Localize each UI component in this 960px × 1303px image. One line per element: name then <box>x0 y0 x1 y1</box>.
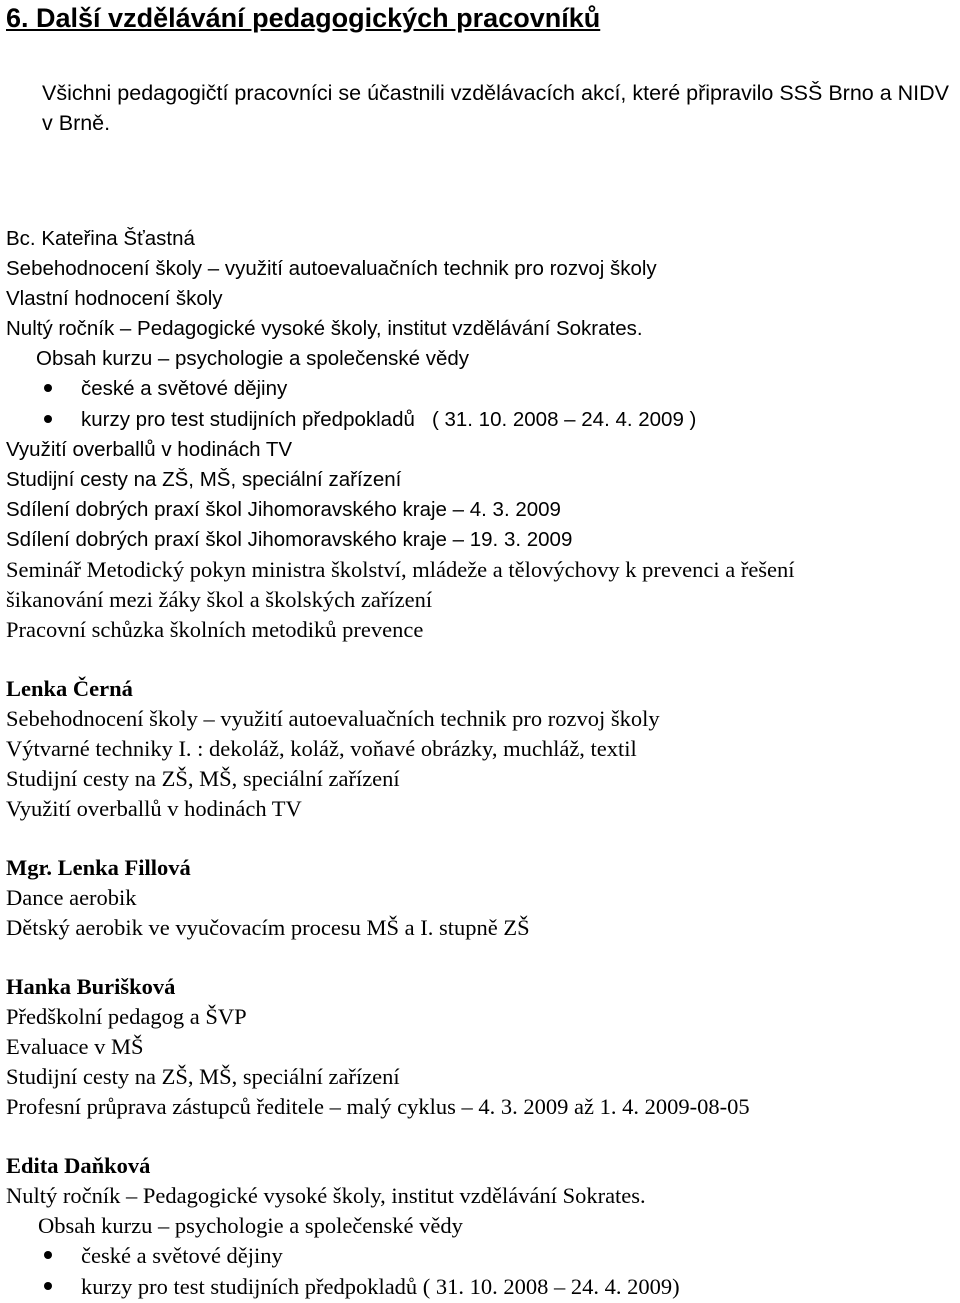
course-item: Pracovní schůzka školních metodiků prevence <box>6 617 424 642</box>
course-item: Využití overballů v hodinách TV <box>6 438 293 461</box>
course-item: Dětský aerobik ve vyučovacím procesu MŠ a I. stupně ZŠ <box>6 915 530 940</box>
course-item: Nultý ročník – Pedagogické vysoké školy, institut vzdělávání Sokrates. <box>6 1183 646 1208</box>
course-item: Sdílení dobrých praxí škol Jihomoravského kraje – 4. 3. 2009 <box>6 498 561 521</box>
course-item: Obsah kurzu – psychologie a společenské vědy <box>36 347 470 370</box>
bullet-icon <box>44 1251 52 1259</box>
bullet-icon <box>44 415 52 423</box>
intro-paragraph: Všichni pedagogičtí pracovníci se účastnili vzdělávacích akcí, které připravilo SSŠ Brno a NIDV v Brně. <box>42 81 950 135</box>
course-item: Seminář Metodický pokyn ministra školství, mládeže a tělovýchovy k prevenci a řešení <box>6 557 795 582</box>
bullet-icon <box>44 384 52 392</box>
course-item: Sebehodnocení školy – využití autoevaluačních technik pro rozvoj školy <box>6 257 657 280</box>
course-item: Studijní cesty na ZŠ, MŠ, speciální zařízení <box>6 1064 400 1089</box>
course-subitem: české a světové dějiny <box>81 377 288 400</box>
course-item: Evaluace v MŠ <box>6 1034 144 1059</box>
course-item: Obsah kurzu – psychologie a společenské vědy <box>38 1213 463 1238</box>
course-item: Profesní průprava zástupců ředitele – malý cyklus – 4. 3. 2009 až 1. 4. 2009-08-05 <box>6 1094 750 1119</box>
course-item: Nultý ročník – Pedagogické vysoké školy, institut vzdělávání Sokrates. <box>6 317 643 340</box>
person-name: Lenka Černá <box>6 676 133 701</box>
course-subitem: kurzy pro test studijních předpokladů ( 31. 10. 2008 – 24. 4. 2009 ) <box>81 408 697 431</box>
person-name: Mgr. Lenka Fillová <box>6 855 191 880</box>
course-item: Studijní cesty na ZŠ, MŠ, speciální zařízení <box>6 468 402 491</box>
bullet-icon <box>44 1282 52 1290</box>
person-name: Hanka Burišková <box>6 974 176 999</box>
course-item: Využití overballů v hodinách TV <box>6 796 302 821</box>
section-heading: 6. Další vzdělávání pedagogických pracovníků <box>6 3 601 33</box>
course-subitem: kurzy pro test studijních předpokladů ( 31. 10. 2008 – 24. 4. 2009) <box>81 1274 680 1299</box>
course-item: Vlastní hodnocení školy <box>6 287 223 310</box>
course-item: Dance aerobik <box>6 885 137 910</box>
course-item: Studijní cesty na ZŠ, MŠ, speciální zařízení <box>6 766 400 791</box>
person-name: Edita Daňková <box>6 1153 151 1178</box>
course-item: šikanování mezi žáky škol a školských zařízení <box>6 587 433 612</box>
course-item: Sdílení dobrých praxí škol Jihomoravského kraje – 19. 3. 2009 <box>6 528 573 551</box>
course-item: Sebehodnocení školy – využití autoevaluačních technik pro rozvoj školy <box>6 706 660 731</box>
course-subitem: české a světové dějiny <box>81 1243 283 1268</box>
course-item: Předškolní pedagog a ŠVP <box>6 1004 247 1029</box>
course-item: Výtvarné techniky I. : dekoláž, koláž, voňavé obrázky, muchláž, textil <box>6 736 637 761</box>
person-name: Bc. Kateřina Šťastná <box>6 227 195 250</box>
